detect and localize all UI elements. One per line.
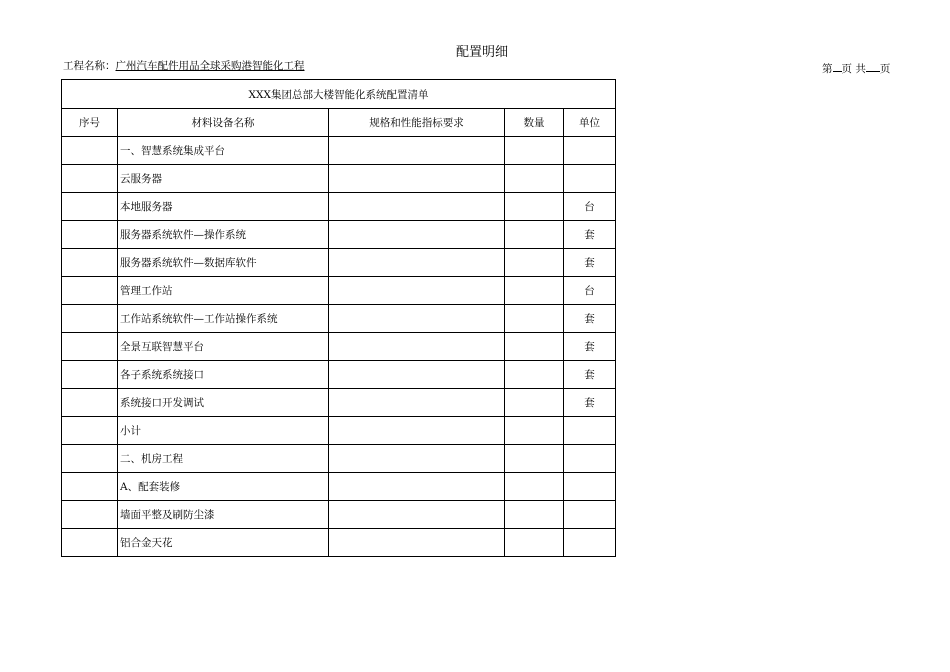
table-row bbox=[62, 137, 616, 165]
header-spec: 规格和性能指标要求 bbox=[329, 109, 505, 137]
row-spec-cell bbox=[329, 165, 505, 193]
row-unit-cell bbox=[564, 417, 616, 445]
row-no-cell bbox=[62, 249, 118, 277]
page-total-blank bbox=[866, 62, 880, 72]
row-unit-cell: 套 bbox=[564, 305, 616, 333]
row-no-cell bbox=[62, 333, 118, 361]
row-name-cell: 二、机房工程 bbox=[118, 445, 329, 473]
row-qty-cell bbox=[505, 473, 564, 501]
table-header-row bbox=[62, 109, 616, 137]
row-qty-cell bbox=[505, 221, 564, 249]
row-unit-cell: 套 bbox=[564, 361, 616, 389]
row-spec-cell bbox=[329, 389, 505, 417]
row-no-cell bbox=[62, 305, 118, 333]
row-name-cell: 小计 bbox=[118, 417, 329, 445]
row-no-cell bbox=[62, 193, 118, 221]
config-table bbox=[61, 79, 616, 557]
row-unit-cell: 台 bbox=[564, 193, 616, 221]
row-spec-cell bbox=[329, 417, 505, 445]
row-no-cell bbox=[62, 501, 118, 529]
row-unit-cell bbox=[564, 165, 616, 193]
row-qty-cell bbox=[505, 333, 564, 361]
row-no-cell bbox=[62, 445, 118, 473]
row-spec-cell bbox=[329, 221, 505, 249]
row-unit-cell: 套 bbox=[564, 221, 616, 249]
row-spec-cell bbox=[329, 193, 505, 221]
row-qty-cell bbox=[505, 305, 564, 333]
row-unit-cell: 套 bbox=[564, 249, 616, 277]
row-qty-cell bbox=[505, 165, 564, 193]
row-name-cell: 服务器系统软件—数据库软件 bbox=[118, 249, 329, 277]
project-name bbox=[63, 58, 305, 73]
table-row bbox=[62, 361, 616, 389]
row-unit-cell: 套 bbox=[564, 333, 616, 361]
row-no-cell bbox=[62, 221, 118, 249]
row-qty-cell bbox=[505, 193, 564, 221]
row-name-cell: 铝合金天花 bbox=[118, 529, 329, 557]
table-row bbox=[62, 529, 616, 557]
row-name-cell: 服务器系统软件—操作系统 bbox=[118, 221, 329, 249]
row-qty-cell bbox=[505, 529, 564, 557]
row-name-cell: 系统接口开发调试 bbox=[118, 389, 329, 417]
row-name-cell: 一、智慧系统集成平台 bbox=[118, 137, 329, 165]
row-spec-cell bbox=[329, 333, 505, 361]
row-unit-cell bbox=[564, 473, 616, 501]
row-name-cell: 本地服务器 bbox=[118, 193, 329, 221]
row-name-cell: 工作站系统软件—工作站操作系统 bbox=[118, 305, 329, 333]
table-row bbox=[62, 277, 616, 305]
row-no-cell bbox=[62, 389, 118, 417]
page-current-blank bbox=[833, 62, 842, 72]
row-qty-cell bbox=[505, 445, 564, 473]
project-label: 工程名称： bbox=[63, 60, 116, 72]
row-unit-cell bbox=[564, 529, 616, 557]
table-row bbox=[62, 473, 616, 501]
row-name-cell: 墙面平整及刷防尘漆 bbox=[118, 501, 329, 529]
row-no-cell bbox=[62, 417, 118, 445]
header-no: 序号 bbox=[62, 109, 118, 137]
page-di-label: 第 bbox=[822, 63, 833, 75]
row-no-cell bbox=[62, 277, 118, 305]
row-spec-cell bbox=[329, 529, 505, 557]
row-spec-cell bbox=[329, 361, 505, 389]
row-spec-cell bbox=[329, 445, 505, 473]
row-name-cell: 云服务器 bbox=[118, 165, 329, 193]
row-no-cell bbox=[62, 165, 118, 193]
row-no-cell bbox=[62, 361, 118, 389]
row-unit-cell bbox=[564, 445, 616, 473]
table-row bbox=[62, 249, 616, 277]
row-qty-cell bbox=[505, 249, 564, 277]
row-qty-cell bbox=[505, 417, 564, 445]
row-name-cell: 全景互联智慧平台 bbox=[118, 333, 329, 361]
row-spec-cell bbox=[329, 137, 505, 165]
row-qty-cell bbox=[505, 389, 564, 417]
table-row bbox=[62, 305, 616, 333]
sheet-title: XXX集团总部大楼智能化系统配置清单 bbox=[62, 80, 616, 109]
table-row bbox=[62, 221, 616, 249]
row-name-cell: 管理工作站 bbox=[118, 277, 329, 305]
row-no-cell bbox=[62, 473, 118, 501]
header-qty: 数量 bbox=[505, 109, 564, 137]
table-row bbox=[62, 193, 616, 221]
row-spec-cell bbox=[329, 305, 505, 333]
header-name: 材料设备名称 bbox=[118, 109, 329, 137]
table-row bbox=[62, 165, 616, 193]
table-row bbox=[62, 501, 616, 529]
row-spec-cell bbox=[329, 249, 505, 277]
project-value: 广州汽车配件用品全球采购港智能化工程 bbox=[115, 60, 305, 72]
row-qty-cell bbox=[505, 501, 564, 529]
row-unit-cell: 台 bbox=[564, 277, 616, 305]
row-qty-cell bbox=[505, 137, 564, 165]
document-title: 配置明细 bbox=[455, 45, 508, 60]
page-ye-label: 页 bbox=[841, 63, 852, 75]
row-spec-cell bbox=[329, 277, 505, 305]
table-row bbox=[62, 333, 616, 361]
page-ye2-label: 页 bbox=[879, 63, 891, 75]
row-spec-cell bbox=[329, 501, 505, 529]
table-row bbox=[62, 445, 616, 473]
row-no-cell bbox=[62, 529, 118, 557]
row-unit-cell bbox=[564, 137, 616, 165]
row-unit-cell bbox=[564, 501, 616, 529]
row-spec-cell bbox=[329, 473, 505, 501]
row-qty-cell bbox=[505, 277, 564, 305]
table-row bbox=[62, 417, 616, 445]
row-name-cell: A、配套装修 bbox=[118, 473, 329, 501]
row-name-cell: 各子系统系统接口 bbox=[118, 361, 329, 389]
table-row bbox=[62, 389, 616, 417]
row-qty-cell bbox=[505, 361, 564, 389]
row-no-cell bbox=[62, 137, 118, 165]
row-unit-cell: 套 bbox=[564, 389, 616, 417]
page-total-label: 共 bbox=[855, 63, 866, 75]
header-unit: 单位 bbox=[564, 109, 616, 137]
page-number bbox=[822, 61, 890, 76]
